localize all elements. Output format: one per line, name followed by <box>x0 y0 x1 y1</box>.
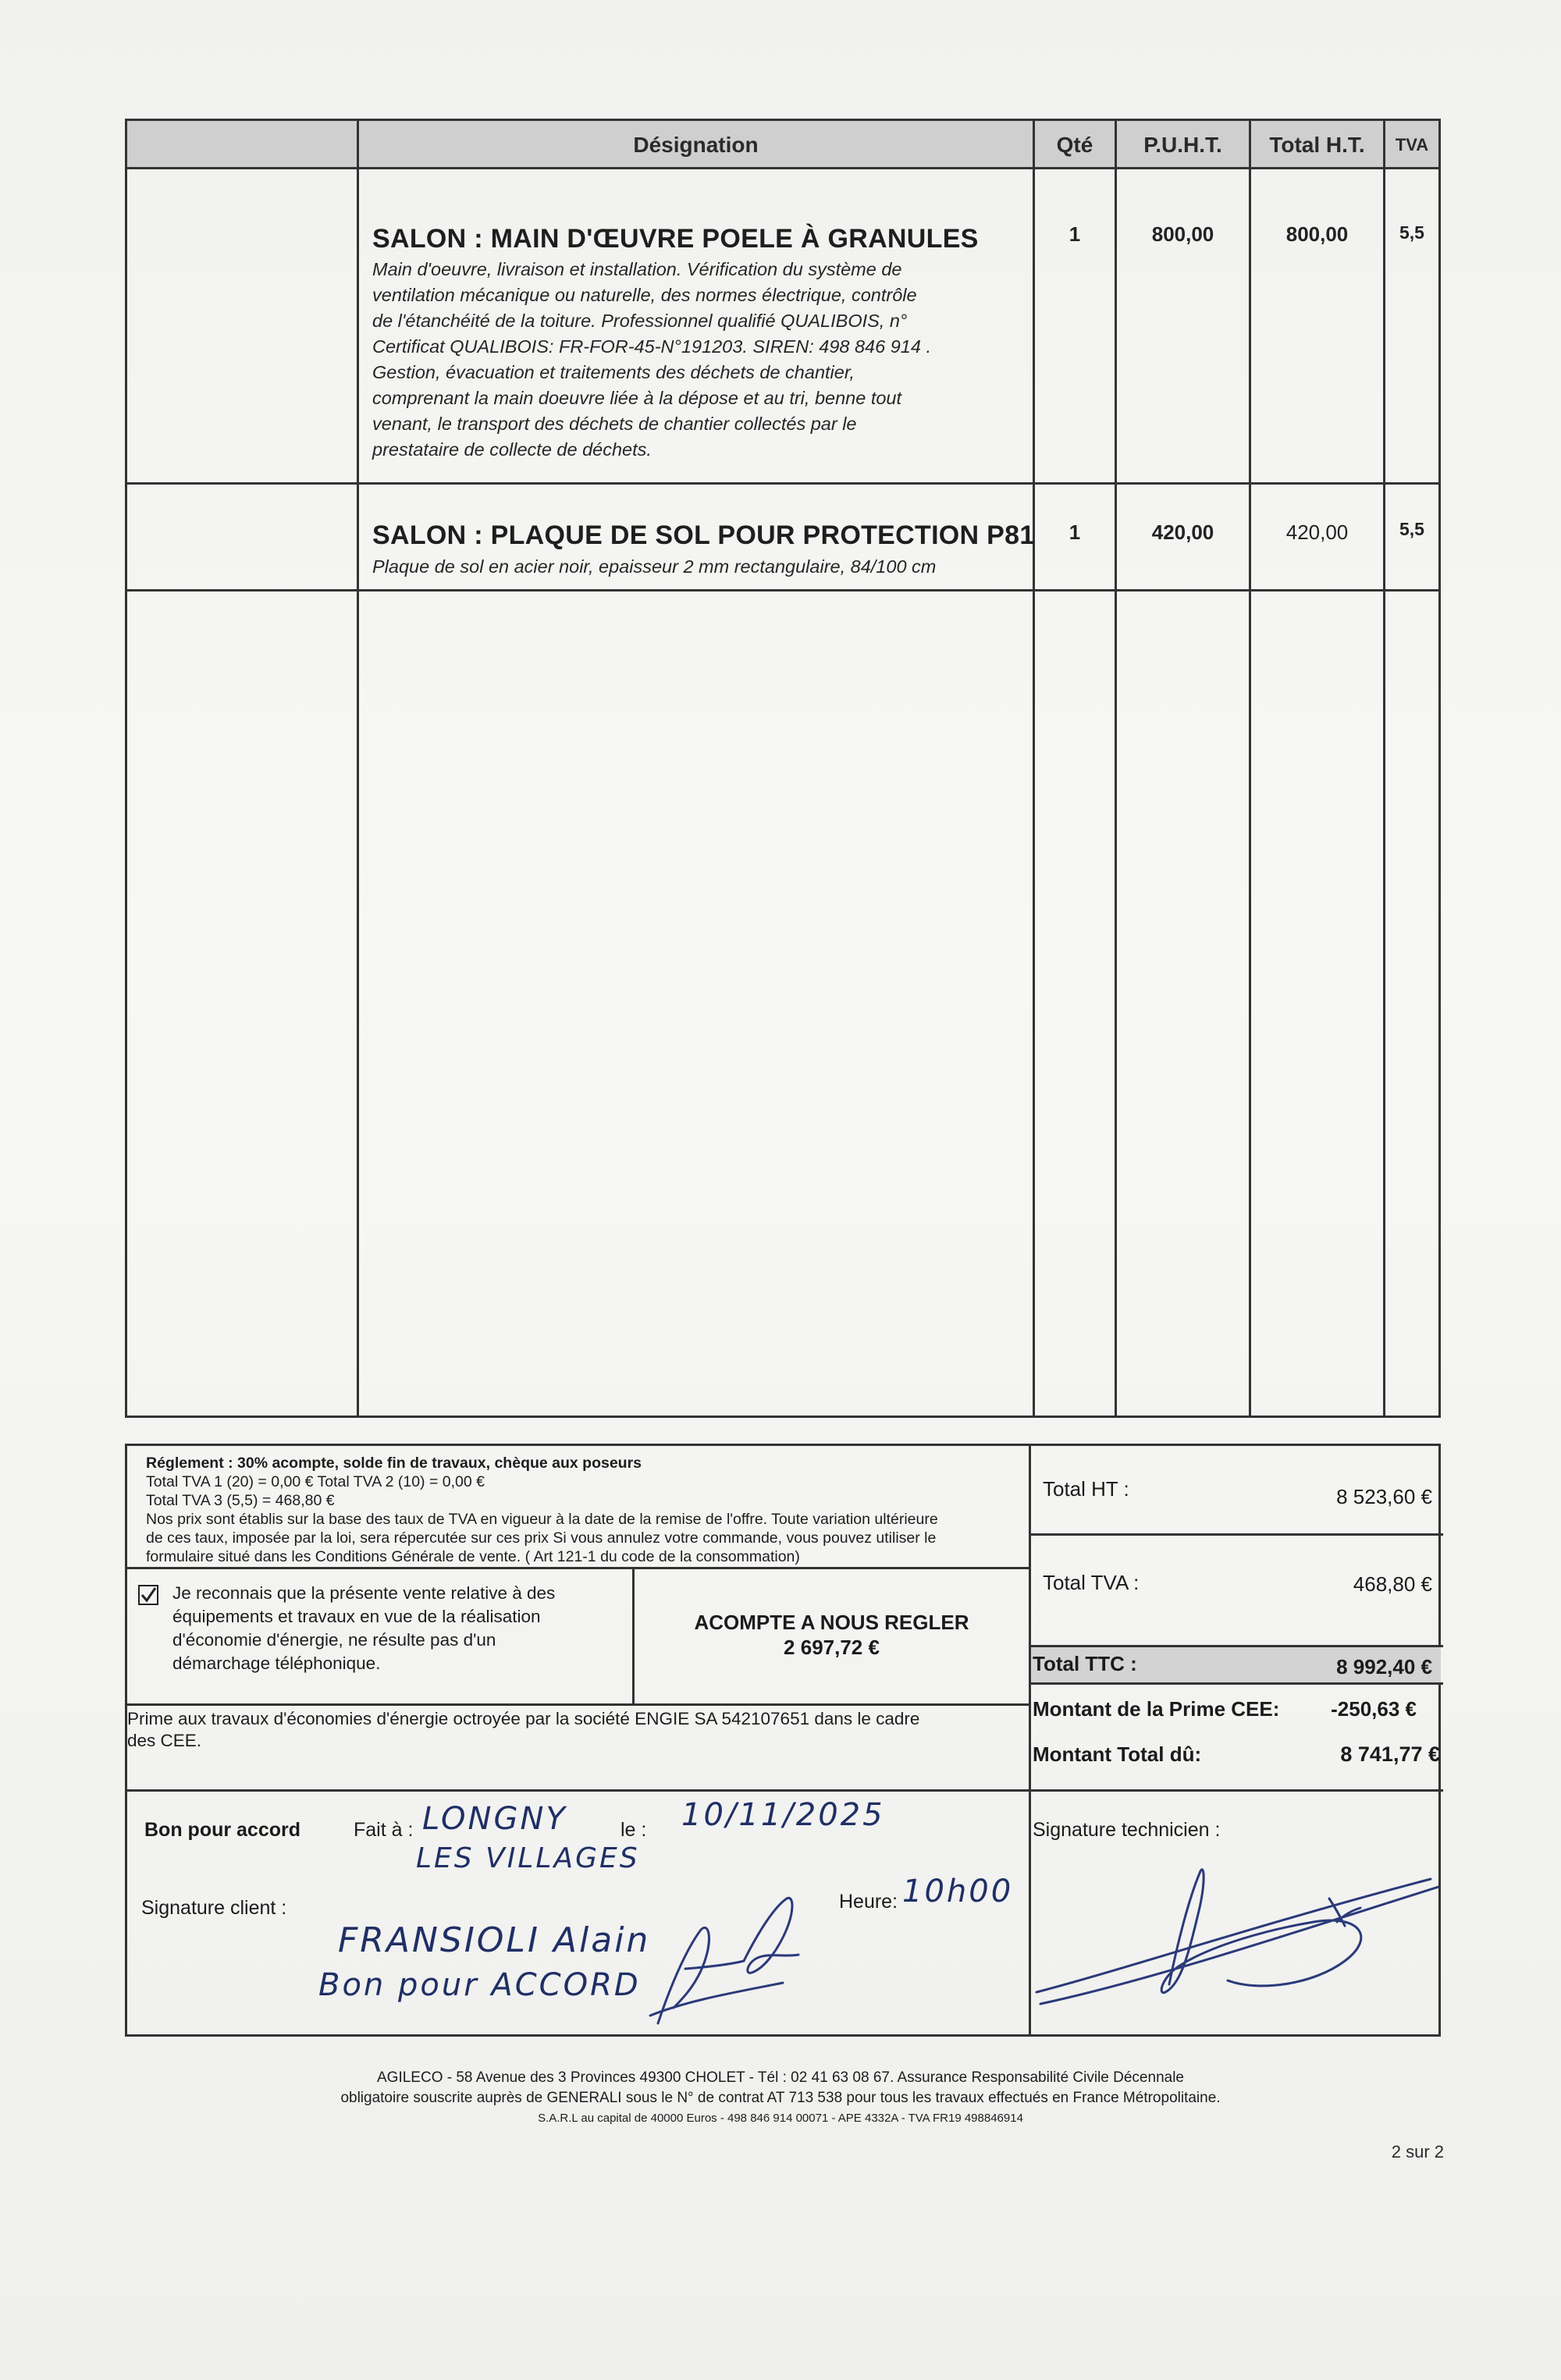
checkbox-statement-line: démarchage téléphonique. <box>172 1654 381 1673</box>
item-total-ht: 800,00 <box>1285 222 1349 246</box>
row-divider <box>127 589 1438 591</box>
item-description-line: Plaque de sol en acier noir, epaisseur 2 mm rectangulaire, 84/100 cm <box>372 556 937 577</box>
deposit-label: ACOMPTE A NOUS REGLER <box>694 1611 969 1634</box>
client-signature-label: Signature client : <box>141 1897 287 1919</box>
item-description-line: ventilation mécanique ou naturelle, des normes électrique, contrôle <box>372 285 917 305</box>
page-number: 2 sur 2 <box>1391 2142 1444 2162</box>
total-tva-value: 468,80 € <box>1353 1572 1432 1596</box>
footer-line: obligatoire souscrite auprès de GENERALI sous le N° de contrat AT 713 538 pour tous les travaux effectués en France Métropolitaine. <box>340 2090 1221 2106</box>
item-title: SALON : PLAQUE DE SOL POUR PROTECTION P81 <box>372 520 1035 550</box>
checkbox-statement <box>172 1582 625 1675</box>
item-description-line: comprenant la main doeuvre liée à la dépose et au tri, benne tout <box>372 388 902 408</box>
row-divider <box>127 1789 1443 1792</box>
prime-cee-value: -250,63 € <box>1331 1697 1417 1721</box>
reglement-text: Réglement : 30% acompte, solde fin de travaux, chèque aux poseurs <box>146 1455 642 1472</box>
totals-and-signature-block <box>125 1444 1441 2037</box>
technician-signature-icon <box>1033 1836 1438 2031</box>
handwritten-place: LES VILLAGES <box>416 1842 640 1874</box>
items-table <box>125 119 1441 1418</box>
row-divider <box>1029 1682 1443 1685</box>
handwritten-client-name: FRANSIOLI Alain <box>338 1920 651 1960</box>
column-divider <box>1249 121 1251 1416</box>
column-divider <box>357 121 359 1416</box>
total-ttc-value: 8 992,40 € <box>1336 1655 1432 1678</box>
deposit-box <box>635 1610 1029 1660</box>
handwritten-date: 10/11/2025 <box>681 1797 885 1833</box>
checkbox-statement-line: Je reconnais que la présente vente relative à des <box>172 1583 556 1603</box>
checkbox-statement-line: d'économie d'énergie, ne résulte pas d'un <box>172 1630 496 1650</box>
time-label: Heure: <box>839 1891 898 1913</box>
header-qty: Qté <box>1056 133 1093 157</box>
item-description-line: prestataire de collecte de déchets. <box>372 439 652 460</box>
notice-line: formulaire situé dans les Conditions Générale de vente. ( Art 121-1 du code de la consommation) <box>146 1548 800 1565</box>
header-designation: Désignation <box>633 133 759 157</box>
item-tva: 5,5 <box>1399 519 1424 539</box>
row-divider <box>1029 1533 1443 1536</box>
item-total-ht: 420,00 <box>1285 520 1349 544</box>
column-divider <box>1115 121 1117 1416</box>
total-ttc-label: Total TTC : <box>1033 1652 1137 1675</box>
item-description-line: Gestion, évacuation et traitements des déchets de chantier, <box>372 362 855 382</box>
row-divider <box>1029 1645 1443 1647</box>
date-label: le : <box>620 1819 647 1841</box>
total-tva-label: Total TVA : <box>1043 1571 1140 1594</box>
header-puht: P.U.H.T. <box>1143 133 1222 157</box>
footer-line: AGILECO - 58 Avenue des 3 Provinces 49300 CHOLET - Tél : 02 41 63 08 67. Assurance Responsabilité Civile Décennale <box>377 2069 1184 2086</box>
row-divider <box>127 482 1438 485</box>
tva-breakdown-line: Total TVA 3 (5,5) = 468,80 € <box>146 1492 335 1509</box>
total-ht-label: Total HT : <box>1043 1477 1129 1501</box>
item-puht: 420,00 <box>1151 520 1214 544</box>
item-description <box>372 554 1028 580</box>
column-divider <box>1033 121 1035 1416</box>
footer <box>0 2068 1561 2129</box>
checkbox-statement-line: équipements et travaux en vue de la réalisation <box>172 1607 541 1626</box>
fait-a-label: Fait à : <box>354 1819 414 1841</box>
total-ht-value: 8 523,60 € <box>1336 1485 1432 1508</box>
item-tva: 5,5 <box>1399 222 1424 243</box>
prime-note <box>127 1708 1025 1752</box>
item-qty: 1 <box>1069 222 1081 246</box>
notice-line: de ces taux, imposée par la loi, sera répercutée sur ces prix Si vous annulez votre commande, vous pouvez utiliser le <box>146 1529 937 1547</box>
check-mark-icon <box>140 1586 157 1604</box>
header-tva: TVA <box>1395 135 1429 155</box>
row-divider <box>127 1703 1029 1706</box>
total-due-label: Montant Total dû: <box>1033 1742 1202 1766</box>
bon-pour-accord-label: Bon pour accord <box>144 1819 301 1841</box>
prime-cee-label: Montant de la Prime CEE: <box>1033 1697 1280 1721</box>
item-title: SALON : MAIN D'ŒUVRE POELE À GRANULES <box>372 224 979 254</box>
item-description-line: Main d'oeuvre, livraison et installation. Vérification du système de <box>372 259 902 279</box>
total-due-value: 8 741,77 € <box>1340 1742 1440 1766</box>
handwritten-place: LONGNY <box>422 1801 567 1837</box>
item-puht: 800,00 <box>1151 222 1214 246</box>
handwritten-time: 10h00 <box>902 1874 1014 1909</box>
header-total-ht: Total H.T. <box>1269 133 1365 157</box>
notice-line: Nos prix sont établis sur la base des taux de TVA en vigueur à la date de la remise de l'offre. Toute variation ultérieure <box>146 1511 938 1528</box>
item-description-line: venant, le transport des déchets de chantier collectés par le <box>372 414 857 434</box>
item-description-line: Certificat QUALIBOIS: FR-FOR-45-N°191203. SIREN: 498 846 914 . <box>372 336 931 357</box>
client-signature-icon <box>627 1883 892 2031</box>
item-description <box>372 257 1028 463</box>
handwritten-mention: Bon pour ACCORD <box>318 1967 641 2003</box>
prime-note-line: des CEE. <box>127 1731 202 1750</box>
footer-line: S.A.R.L au capital de 40000 Euros - 498 846 914 00071 - APE 4332A - TVA FR19 498846914 <box>538 2112 1023 2125</box>
item-description-line: de l'étanchéité de la toiture. Professionnel qualifié QUALIBOIS, n° <box>372 311 908 331</box>
tva-breakdown-line: Total TVA 1 (20) = 0,00 € Total TVA 2 (10) = 0,00 € <box>146 1473 485 1490</box>
prime-note-line: Prime aux travaux d'économies d'énergie octroyée par la société ENGIE SA 542107651 dans le cadre <box>127 1709 920 1728</box>
row-divider <box>127 1567 1029 1569</box>
column-divider <box>1383 121 1385 1416</box>
deposit-amount: 2 697,72 € <box>784 1636 880 1659</box>
technician-signature-label: Signature technicien : <box>1033 1819 1221 1841</box>
payment-conditions <box>146 1454 1020 1566</box>
telephone-canvassing-checkbox[interactable] <box>138 1585 158 1605</box>
item-qty: 1 <box>1069 520 1081 544</box>
